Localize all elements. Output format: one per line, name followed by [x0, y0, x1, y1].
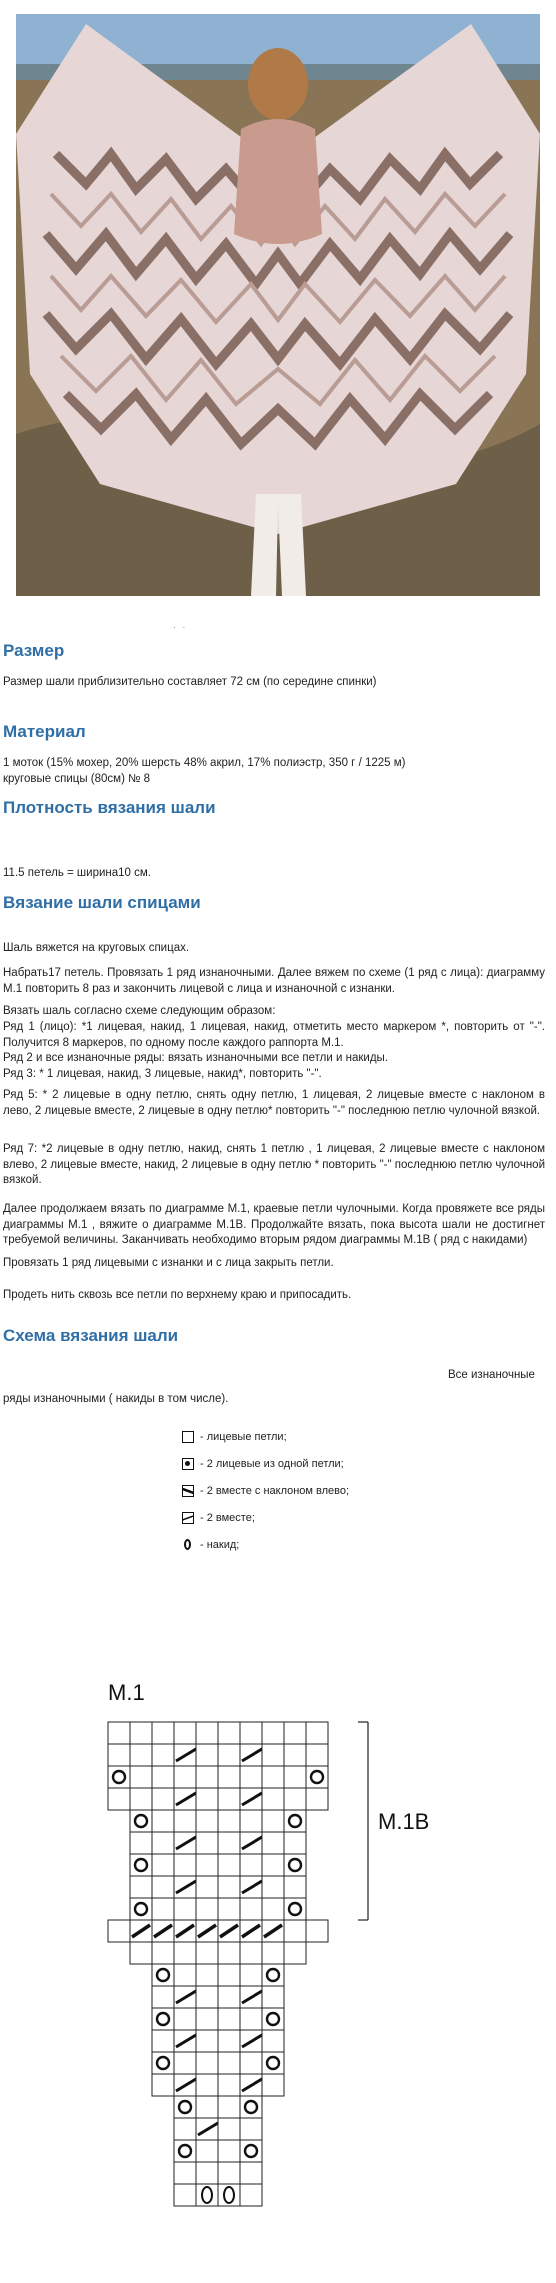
chart-cell [152, 2008, 174, 2030]
chart-cell [218, 1788, 240, 1810]
chart-cell [262, 1942, 284, 1964]
legend-yarn-over-label: - накид; [200, 1539, 240, 1551]
chart-cell [174, 2184, 196, 2206]
chart-cell [196, 1832, 218, 1854]
chart-cell [196, 1986, 218, 2008]
chart-cell [240, 2140, 262, 2162]
increase-icon [182, 1458, 194, 1470]
chart-cell [130, 1876, 152, 1898]
chart-cell [130, 1942, 152, 1964]
chart-cell [240, 1722, 262, 1744]
legend-k2tog-label: - 2 вместе; [200, 1512, 255, 1524]
material-line-1: 1 моток (15% мохер, 20% шерсть 48% акрил, 17% полиэстр, 350 г / 1225 м) [3, 757, 406, 769]
chart-cell [240, 2096, 262, 2118]
chart-cell [130, 1810, 152, 1832]
legend-k2tog [182, 1512, 255, 1524]
knitting-paragraph-4: Провязать 1 ряд лицевыми с изнанки и с лица закрыть петли. [3, 1257, 334, 1269]
chart-cell [152, 1744, 174, 1766]
chart-cell [240, 2184, 262, 2206]
chart-cell [306, 1788, 328, 1810]
chart-cell [130, 1898, 152, 1920]
chart-cell [130, 1722, 152, 1744]
knitting-paragraph-1: Набрать17 петель. Провязать 1 ряд изнаночными. Далее вяжем по схеме (1 ряд с лица): диаграмму М.1 повторить 8 раз и закончить лицевой с лица и изнаночной с изнанки. [3, 967, 545, 995]
chart-cell [240, 2118, 262, 2140]
chart-cell [130, 1766, 152, 1788]
chart-cell [152, 1898, 174, 1920]
chart-cell [196, 2140, 218, 2162]
chart-cell [174, 2008, 196, 2030]
chart-cell [284, 1854, 306, 1876]
chart-cell [262, 1876, 284, 1898]
knitting-paragraph-2: Вязать шаль согласно схеме следующим образом: [3, 1005, 276, 1017]
chart-cell [196, 1810, 218, 1832]
chart-cell [108, 1788, 130, 1810]
chart-cell [196, 1898, 218, 1920]
chart-cell [262, 2052, 284, 2074]
knitting-row-3: Ряд 3: * 1 лицевая, накид, 3 лицевые, накид*, повторить "-". [3, 1068, 322, 1080]
chart-cell [108, 1920, 130, 1942]
chart-cell [218, 1898, 240, 1920]
chart-cell [196, 1964, 218, 1986]
chart-cell [262, 1810, 284, 1832]
chart-cell [174, 1854, 196, 1876]
knitting-heading: Вязание шали спицами [3, 893, 201, 912]
chart-cell [218, 2074, 240, 2096]
legend-ssk [182, 1485, 349, 1497]
chart-cell [130, 1788, 152, 1810]
chart-cell [218, 1964, 240, 1986]
yarn-over-icon [182, 1539, 194, 1551]
chart-cell [240, 1898, 262, 1920]
chart-cell [152, 1854, 174, 1876]
legend-knit [182, 1431, 287, 1443]
chart-cell [218, 2118, 240, 2140]
chart-cell [240, 1964, 262, 1986]
chart-cell [196, 2162, 218, 2184]
chart-cell [174, 2162, 196, 2184]
knitting-paragraph-3: Далее продолжаем вязать по диаграмме М.1, краевые петли чулочными. Когда провяжете все ряды диаграммы М.1 , вяжите о диаграмме М.1В. Продолжайте вязать, пока высота шали не достигнет требуемой величины. Заканчивать необходимо вторым рядом диаграммы М.1В ( ряд с накидами) [3, 1203, 545, 1246]
chart-cell [196, 1744, 218, 1766]
material-line-2: круговые спицы (80см) № 8 [3, 773, 151, 785]
chart-cell [152, 1986, 174, 2008]
chart-cell [262, 1832, 284, 1854]
chart-cell [306, 1766, 328, 1788]
chart-cell [218, 1744, 240, 1766]
knitting-intro: Шаль вяжется на круговых спицах. [3, 942, 190, 954]
chart-cell [284, 1876, 306, 1898]
legend-ssk-label: - 2 вместе с наклоном влево; [200, 1485, 350, 1497]
chart-cell [218, 2162, 240, 2184]
chart-cell [262, 1964, 284, 1986]
shawl-photo [16, 14, 540, 596]
chart-cell [306, 1722, 328, 1744]
chart-cell [240, 1766, 262, 1788]
chart-cell [218, 1854, 240, 1876]
shawl-photo-illustration [16, 14, 540, 596]
chart-cell [152, 1722, 174, 1744]
chart-cell [284, 1920, 306, 1942]
chart-cell [240, 2008, 262, 2030]
chart-cell [284, 1766, 306, 1788]
chart-cell [196, 2052, 218, 2074]
chart-cell [284, 1942, 306, 1964]
chart-cell [240, 2052, 262, 2074]
chart-cell [262, 1766, 284, 1788]
ssk-icon [182, 1485, 194, 1497]
chart-cell [284, 1744, 306, 1766]
chart-cell [284, 1722, 306, 1744]
chart-cell [196, 2008, 218, 2030]
chart-cell [174, 1766, 196, 1788]
chart-cell [152, 1964, 174, 1986]
chart-cell [306, 1920, 328, 1942]
chart-cell [262, 1722, 284, 1744]
chart-cell [152, 1942, 174, 1964]
gauge-text: 11.5 петель = ширина10 см. [3, 867, 151, 879]
chart-cell [284, 1898, 306, 1920]
chart-cell [240, 1854, 262, 1876]
chart-cell [262, 1744, 284, 1766]
chart-cell [130, 1854, 152, 1876]
legend-knit-label: - лицевые петли; [200, 1431, 287, 1443]
chart-cell [196, 2074, 218, 2096]
legend-increase [182, 1458, 344, 1470]
chart-cell [196, 1942, 218, 1964]
chart-cell [240, 1810, 262, 1832]
chart-cell [284, 1788, 306, 1810]
chart-cell [174, 1942, 196, 1964]
chart-cell [152, 1832, 174, 1854]
chart-cell [174, 2140, 196, 2162]
chart-cell [262, 2030, 284, 2052]
chart-cell [108, 1766, 130, 1788]
knit-square-icon [182, 1431, 194, 1443]
chart-cell [152, 1788, 174, 1810]
chart-cell [174, 1964, 196, 1986]
size-heading: Размер [3, 641, 65, 660]
scheme-note-1: Все изнаночные [448, 1369, 535, 1381]
chart-cell [218, 1986, 240, 2008]
knitting-row-7: Ряд 7: *2 лицевые в одну петлю, накид, снять 1 петлю , 1 лицевая, 2 лицевые вместе с наклоном влево, 2 лицевые вместе, накид, 2 лицевые в одну петлю * повторить "-" последнюю петлю чулочной вязкой. [3, 1143, 545, 1186]
chart-cell [152, 2030, 174, 2052]
chart-title: M.1 [108, 1680, 145, 1705]
chart-cell [130, 1744, 152, 1766]
chart-side-label: M.1B [378, 1809, 430, 1834]
chart-cell [218, 1766, 240, 1788]
chart-cell [218, 1942, 240, 1964]
knitting-row-2: Ряд 2 и все изнаночные ряды: вязать изнаночными все петли и накиды. [3, 1052, 388, 1064]
chart-cell [196, 1876, 218, 1898]
chart-cell [218, 1876, 240, 1898]
chart-cell [218, 2096, 240, 2118]
knitting-row-5: Ряд 5: * 2 лицевые в одну петлю, снять одну петлю, 1 лицевая, 2 лицевые вместе с наклоном в лево, 2 лицевые вместе, 2 лицевые в одну петлю* повторить "-" последнюю петлю чулочной вязкой. [3, 1089, 545, 1117]
chart-cell [196, 2096, 218, 2118]
knitting-paragraph-5: Продеть нить сквозь все петли по верхнему краю и припосадить. [3, 1289, 352, 1301]
chart-cell [152, 1810, 174, 1832]
chart-cell [218, 1832, 240, 1854]
chart-cell [152, 1766, 174, 1788]
chart-cell [174, 1810, 196, 1832]
gauge-heading: Плотность вязания шали [3, 798, 216, 817]
chart-cell [196, 1722, 218, 1744]
chart-cell [218, 2008, 240, 2030]
chart-cell [284, 1810, 306, 1832]
chart-cell [218, 2052, 240, 2074]
legend-yarn-over [182, 1539, 239, 1551]
chart-cell [262, 2074, 284, 2096]
chart-cell [240, 2162, 262, 2184]
chart-cell [262, 1986, 284, 2008]
chart-cell [262, 1788, 284, 1810]
chart-cell [218, 2140, 240, 2162]
chart-cell [218, 2030, 240, 2052]
chart-cell [108, 1722, 130, 1744]
chart-cell [196, 1854, 218, 1876]
chart-cell [152, 2074, 174, 2096]
k2tog-icon [182, 1512, 194, 1524]
chart-cell [196, 1788, 218, 1810]
chart-cell [306, 1744, 328, 1766]
scheme-note-2: ряды изнаночными ( накиды в том числе). [3, 1393, 229, 1405]
chart-cell [218, 1810, 240, 1832]
knitting-row-1: Ряд 1 (лицо): *1 лицевая, накид, 1 лицевая, накид, отметить место маркером *, повторить от "-". Получится 8 маркеров, по одному после каждого раппорта М.1. [3, 1021, 545, 1049]
chart-cell [130, 1832, 152, 1854]
legend-increase-label: - 2 лицевые из одной петли; [200, 1458, 344, 1470]
material-heading: Материал [3, 722, 86, 741]
chart-cell [284, 1832, 306, 1854]
chart-cell [152, 1876, 174, 1898]
chart-cell [240, 1942, 262, 1964]
chart-cell [262, 2008, 284, 2030]
chart-cell [196, 1766, 218, 1788]
chart-cell [174, 2118, 196, 2140]
chart-cell [174, 1722, 196, 1744]
separator-dots: . . [173, 620, 188, 631]
chart-cell [262, 1854, 284, 1876]
chart-cell [196, 2030, 218, 2052]
chart-cell [174, 2096, 196, 2118]
size-text: Размер шали приблизительно составляет 72 см (по середине спинки) [3, 676, 377, 688]
chart-cell [108, 1744, 130, 1766]
scheme-heading: Схема вязания шали [3, 1326, 179, 1345]
chart-cell [218, 1722, 240, 1744]
chart-cell [262, 1898, 284, 1920]
chart-cell [174, 2052, 196, 2074]
chart-cell [152, 2052, 174, 2074]
knitting-chart [0, 1678, 556, 2278]
knitting-chart-svg [0, 1678, 556, 2278]
chart-cell [174, 1898, 196, 1920]
